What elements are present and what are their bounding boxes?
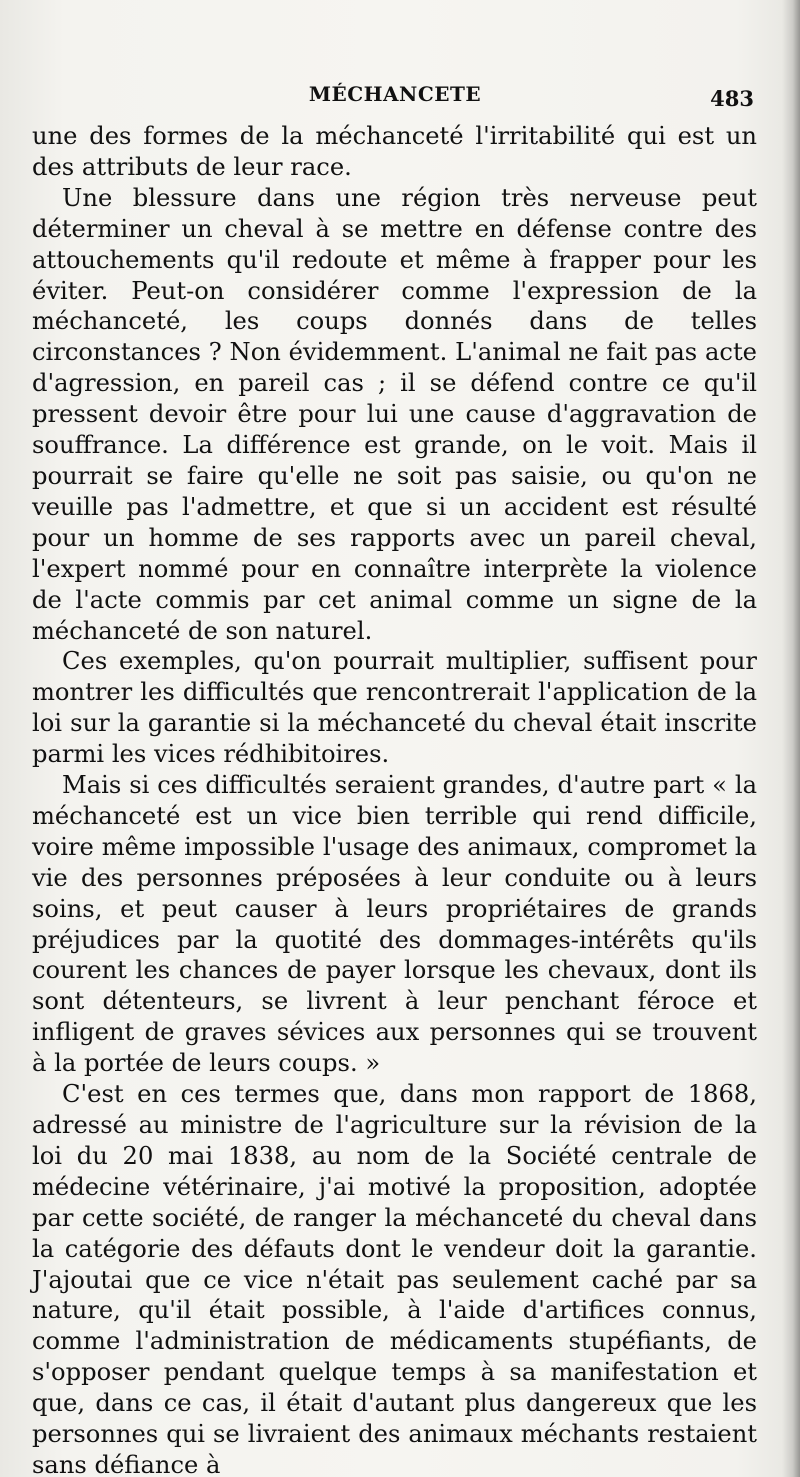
paragraph: Une blessure dans une région très nerveuse peut déterminer un cheval à se mettre en défense contre des attouchements qu'il redoute et même à frapper pour les éviter. Peut-on considérer comme l'expression de la méchanceté, les coups donnés dans de telles circonstances ? Non évidemment. L'animal ne fait pas acte d'agression, en pareil cas ; il se défend contre ce qu'il pressent devoir être pour lui une cause d'aggravation de souffrance. La différence est grande, on le voit. Mais il pourrait se faire qu'elle ne soit pas saisie, ou qu'on ne veuille pas l'admettre, et que si un accident est résulté pour un homme de ses rapports avec un pareil cheval, l'expert nommé pour en connaître interprète la violence de l'acte commis par cet animal comme un signe de la méchanceté de son naturel. [32,183,757,645]
paragraph: Ces exemples, qu'on pourrait multiplier, suffisent pour montrer les difficultés que rencontrerait l'application de la loi sur la garantie si la méchanceté du cheval était inscrite parmi les vices rédhibitoires. [32,647,757,769]
paragraph: C'est en ces termes que, dans mon rapport de 1868, adressé au ministre de l'agriculture sur la révision de la loi du 20 mai 1838, au nom de la Société centrale de médecine vétérinaire, j'ai motivé la proposition, adoptée par cette société, de ranger la méchanceté du cheval dans la catégorie des défauts dont le vendeur doit la garantie. J'ajoutai que ce vice n'était pas seulement caché par sa nature, qu'il était possible, à l'aide d'artifices connus, comme l'administration de médicaments stupéfiants, de s'opposer pendant quelque temps à sa manifestation et que, dans ce cas, il était d'autant plus dangereux que les personnes qui se livraient des animaux méchants restaient sans défiance à [32,1080,757,1477]
page-header [36,82,754,112]
paragraph: Mais si ces difficultés seraient grandes, d'autre part « la méchanceté est un vice bien terrible qui rend difficile, voire même impossible l'usage des animaux, compromet la vie des personnes préposées à leur conduite ou à leurs soins, et peut causer à leurs propriétaires de grands préjudices par la quotité des dommages-intérêts qu'ils courent les chances de payer lorsque les chevaux, dont ils sont détenteurs, se livrent à leur penchant féroce et infligent de graves sévices aux personnes qui se trouvent à la portée de leurs coups. » [32,771,757,1078]
paragraph: une des formes de la méchanceté l'irritabilité qui est un des attributs de leur race. [32,122,757,181]
page-edge-shadow [782,0,800,1477]
running-title: MÉCHANCETE [308,82,482,106]
body-text [32,121,757,1477]
page-number: 483 [710,86,754,111]
